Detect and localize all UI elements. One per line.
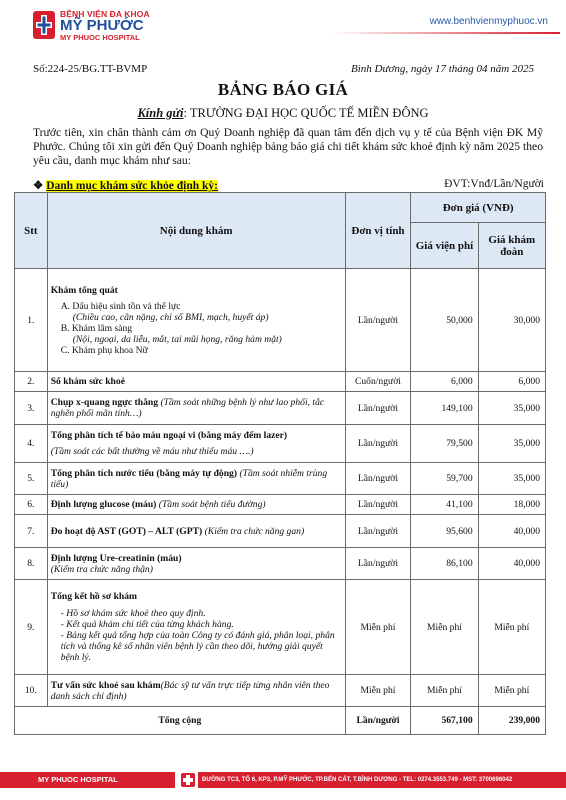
row-title: Tư vấn sức khoẻ sau khám <box>50 679 161 691</box>
row-group-price: 6,000 <box>478 372 545 392</box>
price-table <box>14 192 546 735</box>
table-row <box>15 392 546 425</box>
row-unit: Miễn phí <box>345 675 411 707</box>
row-title: Đo hoạt độ AST (GOT) – ALT (GPT) <box>50 525 203 537</box>
section-heading-row <box>33 178 544 192</box>
row-note: (Kiểm tra chức năng thận) <box>50 563 153 575</box>
table-row <box>15 515 546 548</box>
row-title: Khám tổng quát <box>50 284 118 296</box>
row-stt: 3. <box>15 392 48 425</box>
table-row <box>15 548 546 580</box>
section-heading-text: Danh mục khám sức khỏe định kỳ: <box>46 180 218 192</box>
row-group-price: 40,000 <box>478 548 545 580</box>
row-hospital-price: 79,500 <box>411 425 478 463</box>
header-unit: Đơn vị tính <box>345 193 411 269</box>
section-heading <box>33 178 218 192</box>
row-unit: Lần/người <box>345 463 411 495</box>
row-content <box>47 269 345 372</box>
unit-note: ĐVT:Vnđ/Lần/Người <box>444 178 544 190</box>
row-hospital-price: 6,000 <box>411 372 478 392</box>
header-price: Đơn giá (VNĐ) <box>411 193 546 223</box>
row-hospital-price: Miễn phí <box>411 675 478 707</box>
table-row <box>15 425 546 463</box>
header-divider <box>330 32 560 34</box>
row-subitem-2: - Kết quả khám chi tiết của từng khách hàng. <box>60 619 234 630</box>
row-title: Tổng phân tích tế bào máu ngoại vi (bằng máy đếm lazer) <box>50 430 288 441</box>
row-title: Sổ khám sức khoẻ <box>47 372 345 392</box>
row-unit: Cuốn/người <box>345 372 411 392</box>
row-subitem-c: C. Khám phụ khoa Nữ <box>60 344 148 356</box>
row-hospital-price: 59,700 <box>411 463 478 495</box>
diamond-bullet-icon: ❖ <box>33 180 44 192</box>
row-note: (Tầm soát các bất thường về máu như thiếu máu ….) <box>50 446 254 457</box>
hospital-cross-icon <box>33 11 55 39</box>
row-note: (Tầm soát những bệnh lý như lao phổi, tắc nghẽn phổi mãn tính…) <box>50 397 325 419</box>
row-title: Tổng phân tích nước tiểu (bằng máy tự động) <box>50 467 238 479</box>
table-row <box>15 269 546 372</box>
document-date: Bình Dương, ngày 17 tháng 04 năm 2025 <box>351 63 534 75</box>
row-content <box>47 580 345 675</box>
table-row <box>15 495 546 515</box>
row-unit: Lần/người <box>345 548 411 580</box>
row-stt: 7. <box>15 515 48 548</box>
row-content <box>47 425 345 463</box>
document-title: BẢNG BÁO GIÁ <box>217 80 349 99</box>
row-unit: Miễn phí <box>345 580 411 675</box>
row-content <box>47 675 345 707</box>
website-link[interactable]: www.benhvienmyphuoc.vn <box>429 16 548 27</box>
row-content <box>47 463 345 495</box>
row-group-price: 35,000 <box>478 425 545 463</box>
row-subitem-a: A. Dấu hiệu sinh tồn và thể lực <box>60 300 181 312</box>
footer-hospital-name: MY PHUOC HOSPITAL <box>0 772 175 788</box>
row-note: (Bác sỹ tư vấn trực tiếp từng nhân viên theo danh sách chỉ định) <box>50 679 330 702</box>
row-note: (Tầm soát nhiễm trùng tiểu) <box>50 467 328 490</box>
total-group-price: 239,000 <box>478 707 545 735</box>
page-header <box>0 0 566 52</box>
header-group-price: Giá khám đoàn <box>478 223 545 269</box>
table-row <box>15 372 546 392</box>
intro-paragraph: Trước tiên, xin chân thành cảm ơn Quý Doanh nghiệp đã quan tâm đến dịch vụ y tế của Bệnh viện ĐK Mỹ Phước. Chúng tôi xin gửi đến Quý Doanh nghiệp bảng báo giá chi tiết khám sức khoẻ định kỳ năm 2025 theo yêu cầu, danh mục khám như sau: <box>33 126 543 167</box>
row-content <box>47 392 345 425</box>
row-group-price: 35,000 <box>478 463 545 495</box>
row-group-price: 30,000 <box>478 269 545 372</box>
logo-line-1: BỆNH VIỆN ĐA KHOA <box>60 9 150 19</box>
recipient-value: : TRƯỜNG ĐẠI HỌC QUỐC TẾ MIỀN ĐÔNG <box>183 106 429 120</box>
logo-text <box>60 9 150 42</box>
total-label: Tổng cộng <box>15 707 346 735</box>
total-hospital-price: 567,100 <box>411 707 478 735</box>
row-hospital-price: 86,100 <box>411 548 478 580</box>
recipient-label: Kính gửi <box>137 106 184 120</box>
row-subitem-1: - Hồ sơ khám sức khoẻ theo quy định. <box>60 608 206 619</box>
row-subitem-3: - Bảng kết quả tổng hợp của toàn Công ty có đánh giá, phân loại, phân tích và thống kê số nhân viên bệnh lý cần theo dõi, hướng giải quyết bệnh lý. <box>60 630 335 663</box>
row-unit: Lần/người <box>345 392 411 425</box>
document-number: Số:224-25/BG.TT-BVMP <box>33 63 148 75</box>
row-subitem-b-note: (Nội, ngoại, da liễu, mắt, tai mũi họng, răng hàm mặt) <box>72 333 282 345</box>
row-note: (Kiểm tra chức năng gan) <box>204 525 305 537</box>
row-group-price: Miễn phí <box>478 675 545 707</box>
row-stt: 9. <box>15 580 48 675</box>
header-content: Nội dung khám <box>47 193 345 269</box>
row-note: (Tầm soát bệnh tiểu đường) <box>158 499 266 510</box>
row-stt: 5. <box>15 463 48 495</box>
row-stt: 1. <box>15 269 48 372</box>
row-stt: 2. <box>15 372 48 392</box>
row-title: Tổng kết hồ sơ khám <box>50 591 138 602</box>
table-row <box>15 580 546 675</box>
row-stt: 4. <box>15 425 48 463</box>
row-group-price: Miễn phí <box>478 580 545 675</box>
row-title: Chụp x-quang ngực thẳng <box>50 397 159 408</box>
header-stt: Stt <box>15 193 48 269</box>
header-hospital-price: Giá viện phí <box>411 223 478 269</box>
row-stt: 6. <box>15 495 48 515</box>
hospital-cross-icon <box>181 773 195 787</box>
row-hospital-price: Miễn phí <box>411 580 478 675</box>
row-hospital-price: 149,100 <box>411 392 478 425</box>
footer-address: ĐƯỜNG TC3, TỔ 6, KP3, P.MỸ PHƯỚC, TP.BẾN CÁT, T.BÌNH DƯƠNG - TEL: 0274.3553.749 - MST: 3700696042 <box>198 772 566 788</box>
row-title: Định lượng glucose (máu) <box>50 499 157 510</box>
table-row <box>15 463 546 495</box>
logo-line-2: MỸ PHƯỚC <box>60 17 144 34</box>
row-group-price: 18,000 <box>478 495 545 515</box>
row-subitem-b: B. Khám lâm sàng <box>60 322 133 334</box>
row-unit: Lần/người <box>345 515 411 548</box>
recipient <box>0 106 566 121</box>
total-unit: Lần/người <box>345 707 411 735</box>
row-stt: 10. <box>15 675 48 707</box>
row-subitem-a-note: (Chiều cao, cân nặng, chỉ số BMI, mạch, huyết áp) <box>72 311 269 323</box>
row-unit: Lần/người <box>345 269 411 372</box>
row-unit: Lần/người <box>345 495 411 515</box>
hospital-logo <box>33 9 183 47</box>
row-content <box>47 515 345 548</box>
row-hospital-price: 95,600 <box>411 515 478 548</box>
row-hospital-price: 41,100 <box>411 495 478 515</box>
logo-line-3: MY PHUOC HOSPITAL <box>60 33 140 42</box>
row-group-price: 35,000 <box>478 392 545 425</box>
row-title: Định lượng Ure-creatinin (máu) <box>50 552 182 564</box>
row-hospital-price: 50,000 <box>411 269 478 372</box>
row-content <box>47 548 345 580</box>
total-row <box>15 707 546 735</box>
table-row <box>15 675 546 707</box>
page-footer <box>0 772 566 788</box>
row-unit: Lần/người <box>345 425 411 463</box>
row-stt: 8. <box>15 548 48 580</box>
row-content <box>47 495 345 515</box>
row-group-price: 40,000 <box>478 515 545 548</box>
